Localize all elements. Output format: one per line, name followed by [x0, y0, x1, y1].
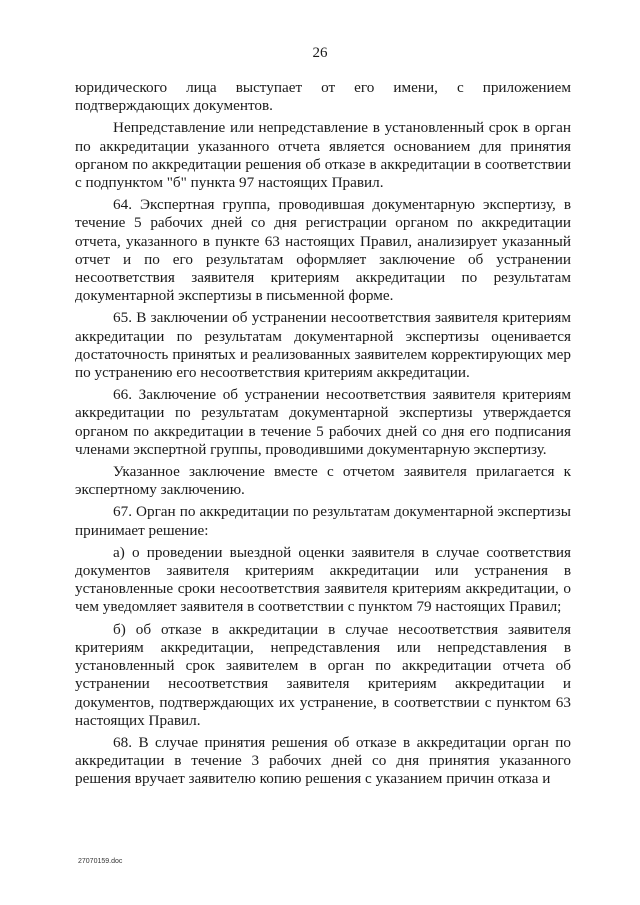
document-body — [75, 79, 571, 793]
paragraph-67-b: б) об отказе в аккредитации в случае несоответствия заявителя критериям аккредитации, непредставления или непредставления в установленный срок заявителем в орган по аккредитации отчета об устранении несоответствия заявителя критериям аккредитации и документов, подтверждающих их устранение, в соответствии с пунктом 63 настоящих Правил. — [75, 620, 571, 729]
paragraph-non-submission: Непредставление или непредставление в установленный срок в орган по аккредитации указанного отчета является основанием для принятия органом по аккредитации решения об отказе в аккредитации в соответствии с подпунктом "б" пункта 97 настоящих Правил. — [75, 119, 571, 192]
paragraph-67-a: а) о проведении выездной оценки заявителя в случае соответствия документов заявителя критериям аккредитации или устранения в установленные сроки несоответствия заявителя критериям аккредитации, о чем уведомляет заявителя в соответствии с пунктом 79 настоящих Правил; — [75, 543, 571, 616]
page-number: 26 — [312, 45, 328, 61]
paragraph-67: 67. Орган по аккредитации по результатам документарной экспертизы принимает решение: — [75, 503, 571, 539]
paragraph-68: 68. В случае принятия решения об отказе в аккредитации орган по аккредитации в течение 3 рабочих дней со дня принятия указанного решения вручает заявителю копию решения с указанием причин отказа и — [75, 733, 571, 788]
paragraph-66: 66. Заключение об устранении несоответствия заявителя критериям аккредитации по результатам документарной экспертизы утверждается органом по аккредитации в течение 5 рабочих дней со дня его подписания членами экспертной группы, проводившими документарную экспертизу. — [75, 386, 571, 458]
paragraph-continuation: юридического лица выступает от его имени, с приложением подтверждающих документов. — [75, 79, 571, 115]
paragraph-65: 65. В заключении об устранении несоответствия заявителя критериям аккредитации по результатам документарной экспертизы оценивается достаточность принятых и реализованных заявителем корректирующих мер по устранению его несоответствия критериям аккредитации. — [75, 309, 571, 382]
document-filename: 27070159.doc — [78, 858, 123, 865]
paragraph-64: 64. Экспертная группа, проводившая документарную экспертизу, в течение 5 рабочих дней со дня регистрации органом по аккредитации отчета, указанного в пункте 63 настоящих Правил, анализирует указанный отчет и по его результатам оформляет заключение об устранении несоответствия заявителя критериям аккредитации по результатам документарной экспертизы в письменной форме. — [75, 196, 571, 305]
paragraph-conclusion-attached: Указанное заключение вместе с отчетом заявителя прилагается к экспертному заключению. — [75, 463, 571, 499]
